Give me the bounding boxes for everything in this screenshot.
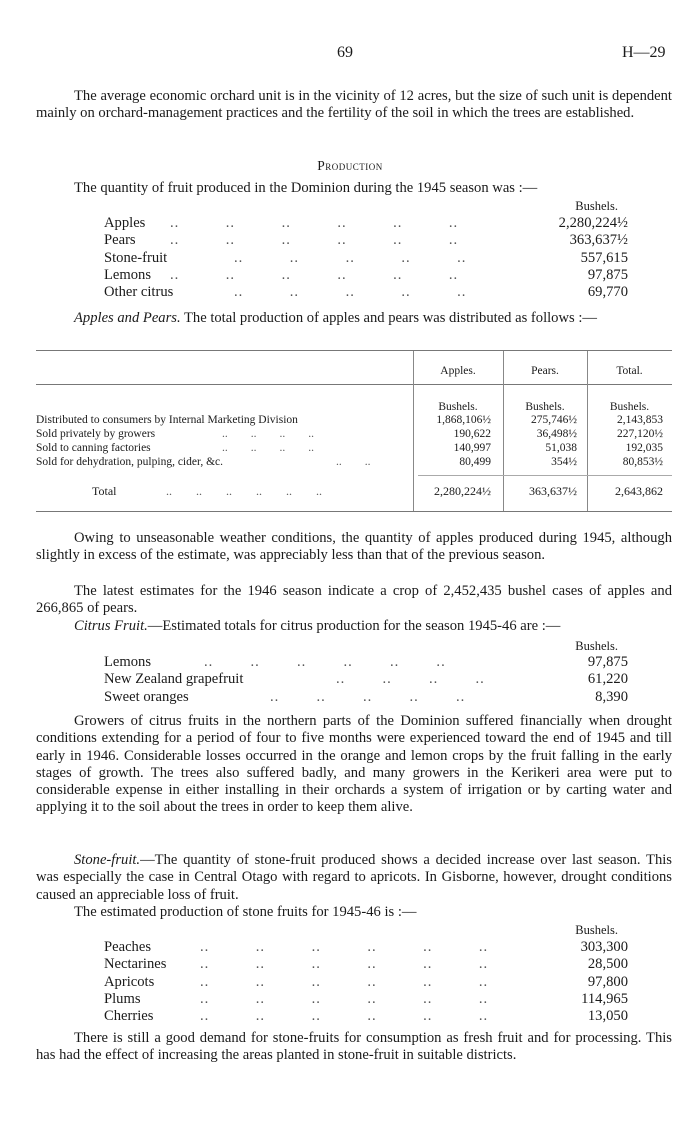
- apples-pears-paragraph: [36, 310, 672, 327]
- list-item: Apples .. .. .. .. .. .. 2,280,224½: [104, 215, 628, 231]
- list-item-name: Nectarines: [104, 956, 167, 973]
- list-item: Lemons .. .. .. .. .. .. 97,875: [104, 654, 628, 670]
- list-item-name: Apples: [104, 215, 146, 231]
- total-total: 2,643,862: [615, 484, 663, 498]
- cell-apples: 140,997: [453, 442, 491, 454]
- growers-paragraph: Growers of citrus fruits in the northern parts of the Dominion suffered financially when drought conditions extending for a period of four to five months were experienced toward the end of 1945 and till early in 1946. Considerable losses occurred in the orange and lemon crops by the fruit falling in the early stages of growth. The trees also suffered badly, and many growers in the Kerikeri area were put to considerable expense in either installing in their orchards a system of irrigation or by carting water and applying it to the soil about the trees in order to keep them alive.: [36, 713, 672, 816]
- list-item-value: 28,500: [587, 956, 628, 973]
- cell-apples: 1,868,106½: [436, 414, 491, 426]
- list-item-value: 61,220: [587, 671, 628, 688]
- unit-apples: Bushels.: [438, 401, 478, 413]
- list-item-value: 303,300: [580, 939, 628, 955]
- weather-paragraph: Owing to unseasonable weather conditions, the quantity of apples produced during 1945, although slightly in excess of the estimate, was appreciably less than that of the previous season.: [36, 530, 672, 564]
- list-item: Cherries .. .. .. .. .. .. 13,050: [104, 1008, 628, 1025]
- column-header-total: Total.: [616, 365, 643, 377]
- list-item: Other citrus .. .. .. .. .. 69,770: [104, 284, 628, 301]
- list-item-value: 557,615: [580, 249, 628, 266]
- list-item-name: Lemons: [104, 654, 152, 670]
- page-header: [0, 44, 700, 66]
- list-item-value: 69,770: [587, 284, 628, 301]
- list-item-name: Plums: [104, 990, 141, 1007]
- unit-pears: Bushels.: [525, 401, 565, 413]
- list-item-value: 8,390: [595, 688, 628, 705]
- total-pears: 363,637½: [529, 484, 577, 498]
- citrus-unit: Bushels.: [575, 639, 618, 653]
- stone-fruit-text: —The quantity of stone-fruit produced shows a decided increase over last season. This was especially the case in Central Otago with regard to apricots. In Gisborne, however, drought conditions caused an appreciable loss of fruit.: [36, 852, 672, 903]
- total-label: Total: [92, 484, 117, 498]
- cell-total: 80,853½: [622, 456, 663, 468]
- citrus-list: [104, 654, 628, 706]
- list-item: Pears .. .. .. .. .. .. 363,637½: [104, 232, 628, 249]
- row-label: Sold for dehydration, pulping, cider, &c.: [36, 456, 224, 468]
- cell-pears: 51,038: [545, 442, 577, 454]
- list-item-name: Apricots: [104, 973, 155, 990]
- list-item-name: Peaches: [104, 939, 152, 955]
- production-unit: Bushels.: [575, 199, 618, 213]
- document-id: H—29: [622, 44, 666, 61]
- list-item-value: 114,965: [581, 990, 628, 1007]
- unit-total: Bushels.: [609, 401, 650, 413]
- list-item-value: 97,875: [587, 654, 628, 670]
- row-label: Sold to canning factories: [36, 442, 151, 454]
- table-top-rule: [36, 350, 672, 351]
- list-item: New Zealand grapefruit .. .. .. .. 61,220: [104, 671, 628, 688]
- stone-fruit-list: [104, 939, 628, 1025]
- cell-apples: 190,622: [453, 428, 491, 440]
- list-item-value: 97,875: [587, 266, 628, 283]
- list-item: Nectarines .. .. .. .. .. .. 28,500: [104, 956, 628, 973]
- row-label: Distributed to consumers by Internal Marketing Division: [36, 414, 298, 426]
- list-item: Sweet oranges .. .. .. .. .. 8,390: [104, 688, 628, 705]
- stone-fruit-paragraph: [36, 852, 672, 904]
- production-heading: Production: [317, 158, 383, 173]
- list-item-name: Other citrus: [104, 284, 174, 301]
- apples-pears-text: The total production of apples and pears was distributed as follows :—: [180, 310, 597, 326]
- list-item-value: 13,050: [587, 1008, 628, 1025]
- total-apples: 2,280,224½: [434, 484, 491, 498]
- list-item: Plums .. .. .. .. .. .. 114,965: [104, 990, 628, 1007]
- cell-total: 2,143,853: [617, 414, 663, 426]
- citrus-text: —Estimated totals for citrus production for the season 1945-46 are :—: [147, 618, 561, 634]
- apples-pears-title: Apples and Pears.: [74, 310, 181, 326]
- stone-fruit-unit: Bushels.: [575, 923, 618, 937]
- list-item-value: 2,280,224½: [558, 215, 628, 231]
- cell-pears: 275,746½: [531, 414, 577, 426]
- estimates-paragraph: The latest estimates for the 1946 season indicate a crop of 2,452,435 bushel cases of apples and 266,865 of pears.: [36, 583, 672, 617]
- list-item: Stone-fruit .. .. .. .. .. 557,615: [104, 249, 628, 266]
- page-number: 69: [337, 44, 353, 61]
- cell-pears: 354½: [551, 456, 577, 468]
- list-item-name: Pears: [104, 232, 136, 249]
- production-lead: The quantity of fruit produced in the Dominion during the 1945 season was :—: [74, 180, 538, 196]
- column-header-apples: Apples.: [440, 365, 476, 377]
- demand-paragraph: There is still a good demand for stone-fruits for consumption as fresh fruit and for processing. This has had the effect of increasing the areas planted in stone-fruit in suitable districts.: [36, 1030, 672, 1064]
- list-item-value: 363,637½: [569, 232, 628, 249]
- row-label: Sold privately by growers: [36, 428, 156, 440]
- list-item-name: New Zealand grapefruit: [104, 671, 244, 688]
- production-list: [104, 215, 628, 301]
- column-header-pears: Pears.: [531, 365, 559, 377]
- list-item-name: Stone-fruit: [104, 249, 168, 266]
- cell-total: 227,120½: [617, 428, 663, 440]
- list-item: Apricots .. .. .. .. .. .. 97,800: [104, 973, 628, 990]
- citrus-paragraph: [36, 618, 672, 635]
- document-page: 69 H—29 The average economic orchard unit is in the vicinity of 12 acres, but the size of such unit is dependent mainly on orchard-management practices and the fertility of the soil in which the trees are established. Production The quantity of fruit produced in the Dominion during the 1945 season was :— Bushels. Apples .. .. .. .. .. .. 2,280,224½ Pears .. .. .. .. .. .. 363,637½ Stone-fruit .. .. .. .. .. 557,615 Lemons .. .. .. .. .. .. 97,875 Other citrus .. .. .. .. .. 69,770 Apples and Pears. The total production of apples and pears was distributed as follows :— Apples. Pears. Total. Bushels. Bushels. Bushels. Distributed to consumers by Internal Marketing Division 1,868,106½ 275,746½ 2,143,853 Sold privately by growers .. .. .. .. 190,622 36,498½ 227,120½ Sold to canning factories .. .. .. .. 140,997 51,038 192,035 Sold for dehydration, pulping, cider, &c. .. .. 80,499 354½ 80,853½ Total .. .. .. .. .. .. 2,280,224½ 363,637½ 2,643,862 Owing to unseasonable weather conditions, the quantity of apples produced during 1945, although slightly in excess of the estimate, was appreciably less than that of the previous season. The latest estimates for the 1946 season indicate a crop of 2,452,435 bushel cases of apples and 266,865 of pears. Citrus Fruit.—Estimated totals for citrus production for the season 1945-46 are :— Bushels. Lemons .. .. .. .. .. .. 97,875 New Zealand grapefruit .. .. .. .. 61,220 Sweet oranges .. .. .. .. .. 8,390 Growers of citrus fruits in the northern parts of the Dominion suffered financially when drought conditions extending for a period of four to five months were experienced toward the end of 1945 and till early in 1946. Considerable losses occurred in the orange and lemon crops by the fruit falling in the early stages of growth. The trees also suffered badly, and many growers in the Kerikeri area were put to considerable expense in either installing in their orchards a system of irrigation or by carting water and applying it to the soil about the trees in order to keep them alive. Stone-fruit.—The quantity of stone-fruit produced shows a decided increase over last season. This was especially the case in Central Otago with regard to apricots. In Gisborne, however, drought conditions caused an appreciable loss of fruit. The estimated production of stone fruits for 1945-46 is :— Bushels. Peaches .. .. .. .. .. .. 303,300 Nectarines .. .. .. .. .. .. 28,500 Apricots .. .. .. .. .. .. 97,800 Plums .. .. .. .. .. .. 114,965 Cherries .. .. .. .. .. .. 13,050 There is still a good demand for stone-fruits for consumption as fresh fruit and for processing. This has had the effect of increasing the areas planted in stone-fruit in suitable districts.: [0, 0, 700, 1124]
- intro-paragraph: The average economic orchard unit is in the vicinity of 12 acres, but the size of such unit is dependent mainly on orchard-management practices and the fertility of the soil in which the trees are established.: [36, 88, 672, 122]
- table-header-rule: [36, 384, 672, 385]
- list-item: Peaches .. .. .. .. .. .. 303,300: [104, 939, 628, 955]
- list-item: Lemons .. .. .. .. .. .. 97,875: [104, 266, 628, 283]
- list-item-name: Cherries: [104, 1008, 154, 1025]
- cell-pears: 36,498½: [536, 428, 577, 440]
- stone-fruit-title: Stone-fruit.: [74, 852, 141, 868]
- list-item-value: 97,800: [587, 973, 628, 990]
- cell-apples: 80,499: [459, 456, 491, 468]
- table-bottom-rule: [36, 511, 672, 512]
- list-item-name: Lemons: [104, 266, 152, 283]
- cell-total: 192,035: [625, 442, 663, 454]
- table-sum-rule: [418, 475, 672, 476]
- stone-fruit-lead: The estimated production of stone fruits for 1945-46 is :—: [74, 904, 417, 920]
- citrus-title: Citrus Fruit.: [74, 618, 148, 634]
- list-item-name: Sweet oranges: [104, 688, 189, 705]
